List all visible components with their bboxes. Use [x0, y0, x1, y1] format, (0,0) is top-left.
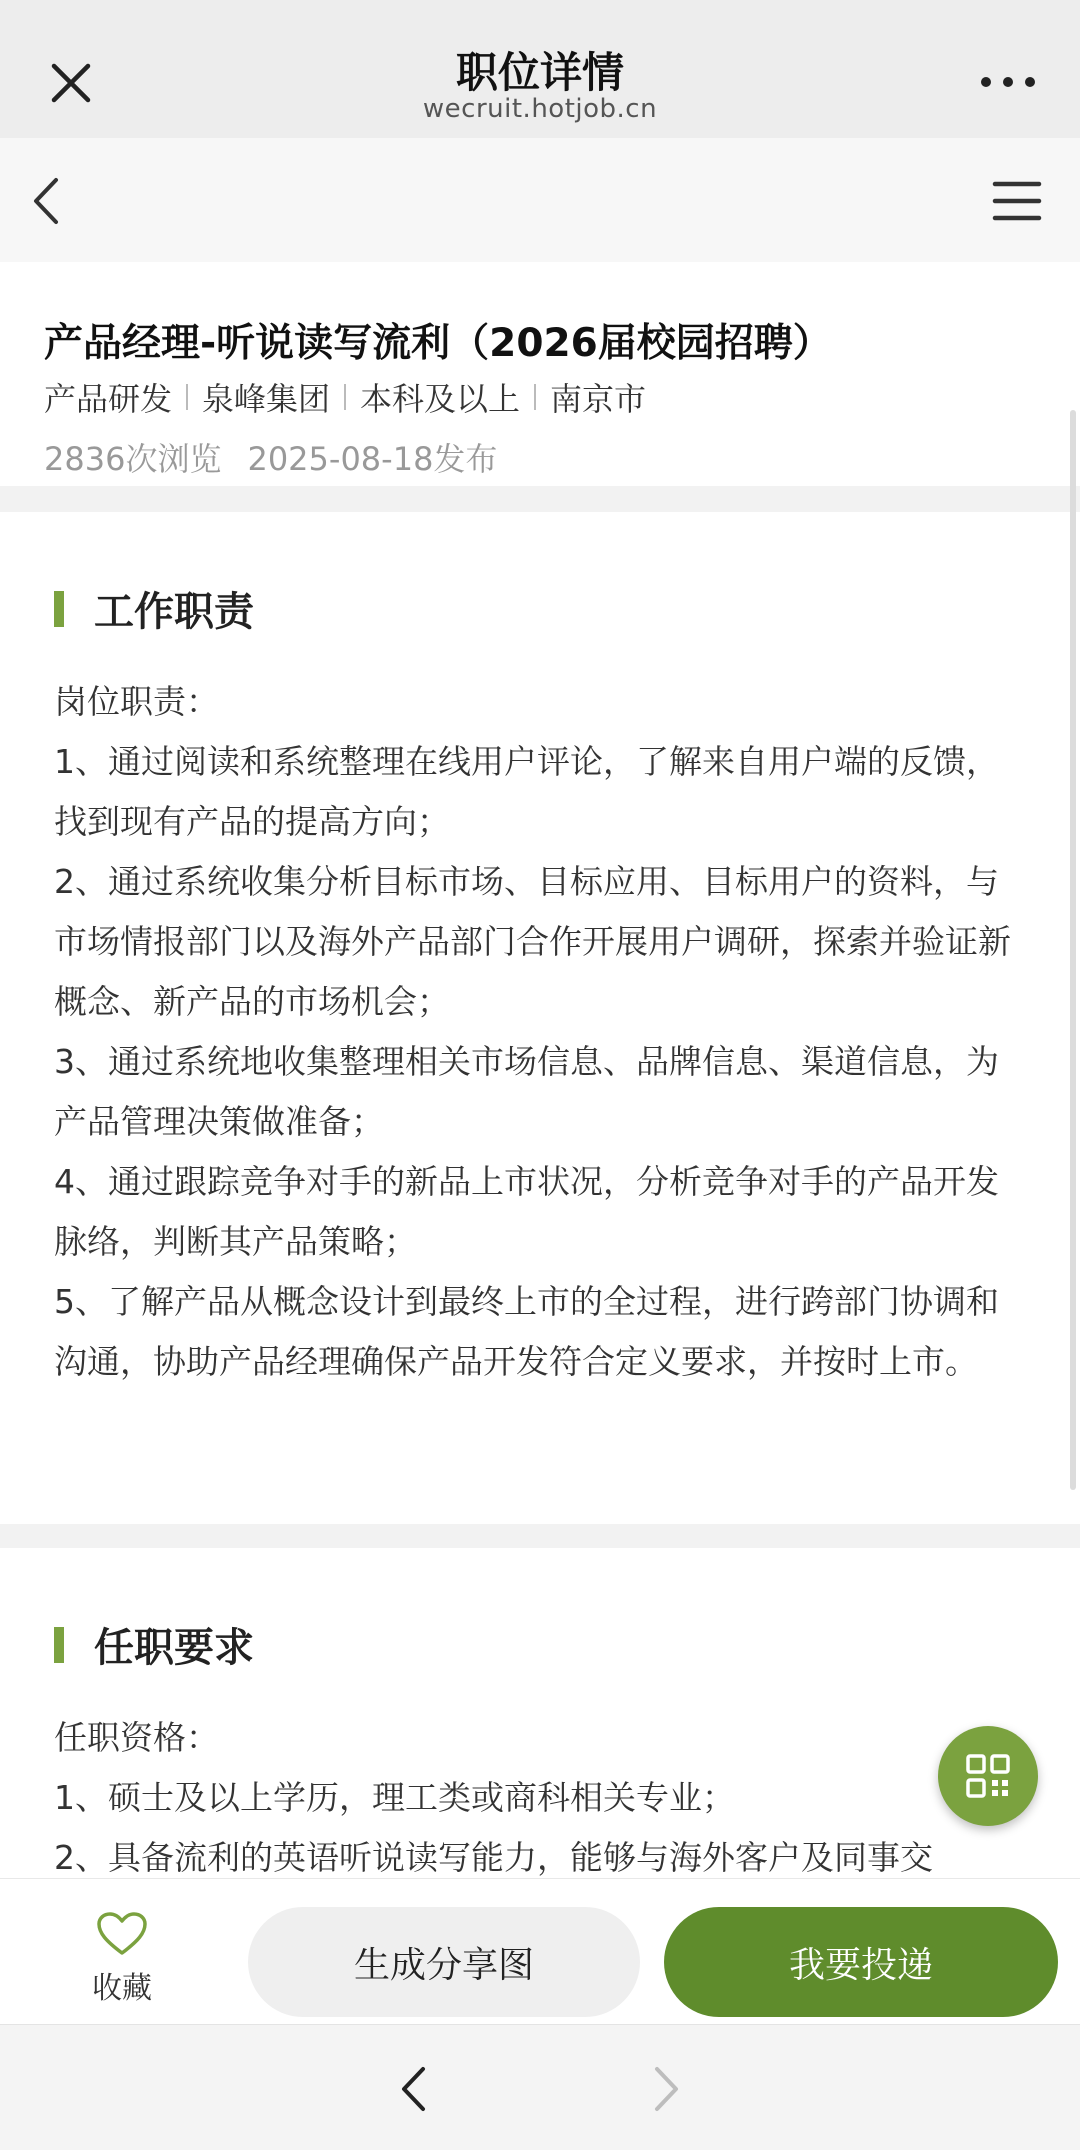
section-requirements [0, 1548, 1080, 1878]
chevron-left-icon[interactable] [396, 2065, 430, 2113]
browser-nav-bar [0, 2024, 1080, 2150]
body-line: 1、通过阅读和系统整理在线用户评论，了解来自用户端的反馈，找到现有产品的提高方向； [54, 742, 999, 841]
action-bar [0, 1878, 1080, 2025]
accent-bar [54, 1627, 64, 1663]
section-responsibilities [0, 512, 1080, 1524]
accent-bar [54, 591, 64, 627]
wechat-header [0, 0, 1080, 138]
job-meta [44, 434, 497, 480]
site-navbar [0, 138, 1080, 262]
section-heading [54, 1616, 254, 1673]
section-title: 任职要求 [94, 1625, 254, 1671]
body-line: 3、通过系统地收集整理相关市场信息、品牌信息、渠道信息，为产品管理决策做准备； [54, 1042, 999, 1141]
body-line: 5、了解产品从概念设计到最终上市的全过程，进行跨部门协调和沟通，协助产品经理确保产品开发符合定义要求，并按时上市。 [54, 1282, 999, 1381]
tag-category: 产品研发 [44, 380, 173, 418]
body-line: 2、通过系统收集分析目标市场、目标应用、目标用户的资料，与市场情报部门以及海外产品部门合作开展用户调研，探索并验证新概念、新产品的市场机会； [54, 862, 1011, 1021]
section-title: 工作职责 [94, 589, 254, 635]
tag-company: 泉峰集团 [202, 380, 331, 418]
publish-date: 2025-08-18发布 [247, 440, 498, 478]
page-domain: wecruit.hotjob.cn [422, 94, 658, 124]
back-icon[interactable] [26, 176, 66, 226]
job-tags [44, 374, 646, 420]
body-line: 岗位职责： [54, 682, 219, 721]
section-heading [54, 580, 254, 637]
body-line: 1、硕士及以上学历，理工类或商科相关专业； [54, 1778, 735, 1817]
scrollbar[interactable] [1070, 410, 1076, 1490]
tag-divider [534, 384, 536, 410]
tag-education: 本科及以上 [360, 380, 521, 418]
more-dots-icon[interactable] [980, 72, 1036, 92]
view-count: 2836次浏览 [44, 440, 222, 478]
apply-button[interactable]: 我要投递 [664, 1907, 1058, 2017]
body-line: 4、通过跟踪竞争对手的新品上市状况，分析竞争对手的产品开发脉络，判断其产品策略； [54, 1162, 999, 1261]
body-line: 2、具备流利的英语听说读写能力，能够与海外客户及同事交 [54, 1838, 933, 1877]
section-body [54, 1708, 1028, 1888]
tag-divider [344, 384, 346, 410]
chevron-right-icon[interactable] [650, 2065, 684, 2113]
tag-location: 南京市 [550, 380, 647, 418]
section-body [54, 672, 1028, 1392]
favorite-button[interactable] [72, 1911, 172, 2007]
body-line: 任职资格： [54, 1718, 219, 1757]
hamburger-menu-icon[interactable] [992, 180, 1042, 222]
qr-code-icon [965, 1753, 1011, 1799]
page-title: 职位详情 [455, 48, 624, 97]
share-image-button[interactable]: 生成分享图 [248, 1907, 640, 2017]
qr-code-button[interactable] [938, 1726, 1038, 1826]
job-title: 产品经理-听说读写流利（2026届校园招聘） [44, 321, 832, 366]
heart-outline-icon [96, 1911, 148, 1957]
favorite-label: 收藏 [92, 1971, 152, 2006]
tag-divider [186, 384, 188, 410]
job-header [0, 262, 1080, 486]
